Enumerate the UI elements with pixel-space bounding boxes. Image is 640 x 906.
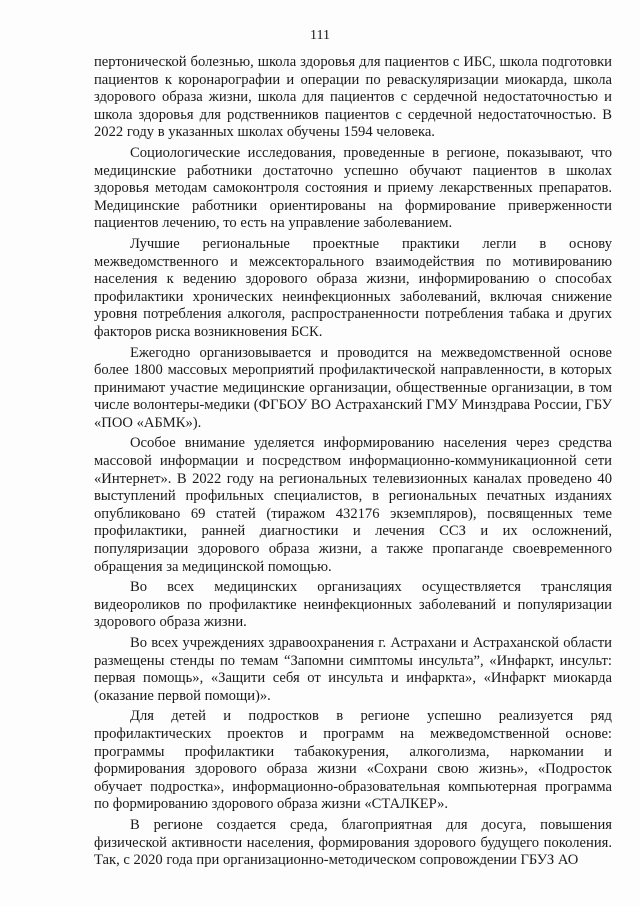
page-number: 111 <box>310 28 330 43</box>
paragraph-9: В регионе создается среда, благоприятная для досуга, повышения физической активности населения, формирования здорового будущего поколения. Так, с 2020 года при организационно-методическом сопровождении ГБУЗ АО <box>94 816 612 869</box>
paragraph-8: Для детей и подростков в регионе успешно реализуется ряд профилактических проектов и программ на межведомственной основе: программы профилактики табакокурения, алкоголизма, наркомании и формирования здорового образа жизни «Сохрани свою жизнь», «Подросток обучает подростка», информационно-образовательная компьютерная программа по формированию здорового образа жизни «СТАЛКЕР». <box>94 708 612 813</box>
paragraph-2: Социологические исследования, проведенные в регионе, показывают, что медицинские работники достаточно успешно обучают пациентов в школах здоровья методам самоконтроля состояния и приему лекарственных препаратов. Медицинские работники ориентированы на формирование приверженности пациентов лечению, то есть на управление заболеванием. <box>94 144 612 232</box>
paragraph-1: пертонической болезнью, школа здоровья для пациентов с ИБС, школа подготовки пациентов к коронарографии и операции по реваскуляризации миокарда, школа здорового образа жизни, школа для пациентов с сердечной недостаточностью и школа здоровья для родственников пациентов с сердечной недостаточностью. В 2022 году в указанных школах обучены 1594 человека. <box>94 54 612 141</box>
paragraph-5: Особое внимание уделяется информированию населения через средства массовой информации и посредством информационно-коммуникационной сети «Интернет». В 2022 году на региональных телевизионных каналах проведено 40 выступлений профильных специалистов, в региональных печатных изданиях опубликовано 69 статей (тиражом 432176 экземпляров), посвященных теме профилактики, ранней диагностики и лечения ССЗ и их осложнений, популяризации здорового образа жизни, а также пропаганде своевременного обращения за медицинской помощью. <box>94 435 612 575</box>
paragraph-4: Ежегодно организовывается и проводится на межведомственной основе более 1800 массовых мероприятий профилактической направленности, в которых принимают участие медицинские организации, общественные организации, в том числе волонтеры-медики (ФГБОУ ВО Астраханский ГМУ Минздрава России, ГБУ «ПОО «АБМК»). <box>94 344 612 431</box>
paragraph-7: Во всех учреждениях здравоохранения г. Астрахани и Астраханской области размещены стенды по темам “Запомни симптомы инсульта”, «Инфаркт, инсульт: первая помощь», «Защити себя от инсульта и инфаркта», «Инфаркт миокарда (оказание первой помощи)». <box>94 635 612 704</box>
paragraph-3: Лучшие региональные проектные практики легли в основу межведомственного и межсекторального взаимодействия по мотивированию населения к ведению здорового образа жизни, информированию о способах профилактики хронических неинфекционных заболеваний, включая снижение уровня потребления алкоголя, распространенности потребления табака и других факторов риска возникновения БСК. <box>94 235 612 340</box>
paragraph-6: Во всех медицинских организациях осуществляется трансляция видеороликов по профилактике неинфекционных заболеваний и популяризации здорового образа жизни. <box>94 579 612 631</box>
body-text <box>94 54 612 870</box>
